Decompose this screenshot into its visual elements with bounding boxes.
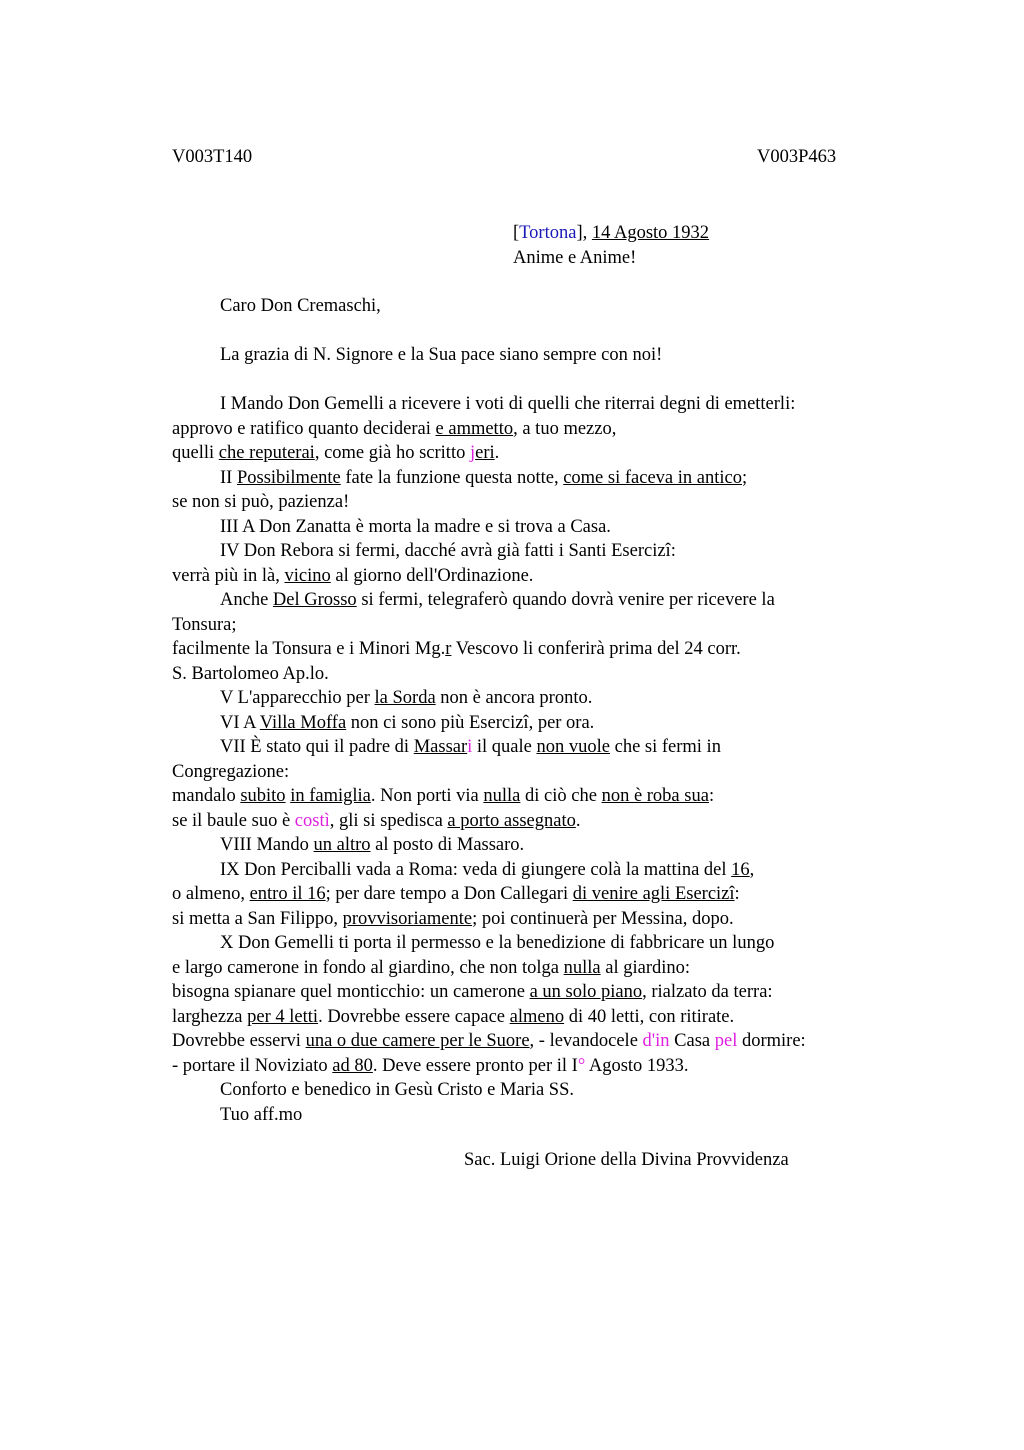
body-line: verrà più in là, vicino al giorno dell'Ordinazione.	[172, 565, 534, 586]
body-line: - portare il Noviziato ad 80. Deve essere pronto per il I° Agosto 1933.	[172, 1055, 689, 1076]
body-line: I Mando Don Gemelli a ricevere i voti di quelli che riterrai degni di emetterli:	[220, 394, 796, 414]
date-text: 14 Agosto 1932	[591, 223, 710, 243]
body-line: si metta a San Filippo, provvisoriamente; poi continuerà per Messina, dopo.	[172, 908, 734, 929]
body-line: Congregazione:	[172, 761, 290, 782]
document-code-left: V003T140	[172, 147, 253, 167]
body-line: e largo camerone in fondo al giardino, che non tolga nulla al giardino:	[172, 957, 691, 978]
date-line: [Tortona], 14 Agosto 1932	[513, 223, 710, 243]
body-line: II Possibilmente fate la funzione questa notte, come si faceva in antico;	[220, 467, 748, 488]
body-line: S. Bartolomeo Ap.lo.	[172, 663, 329, 684]
signature: Sac. Luigi Orione della Divina Provvidenza	[464, 1150, 789, 1170]
body-line: facilmente la Tonsura e i Minori Mg.r Vescovo li conferirà prima del 24 corr.	[172, 639, 741, 659]
body-line: o almeno, entro il 16; per dare tempo a Don Callegari di venire agli Esercizi:	[172, 884, 740, 904]
closing-valediction: Tuo aff.mo	[220, 1104, 303, 1125]
date-block	[513, 221, 709, 270]
body-line: mandalo subito in famiglia. Non porti via nulla di ciò che non è roba sua:	[172, 786, 715, 806]
body-line: X Don Gemelli ti porta il permesso e la benedizione di fabbricare un lungo	[220, 933, 775, 953]
body-line: se non si può, pazienza!	[172, 492, 350, 512]
body-line: VIII Mando un altro al posto di Massaro.	[220, 835, 525, 855]
body-line: VI A Villa Moffa non ci sono più Esercizi, per ora.	[220, 712, 595, 733]
salutation: Caro Don Cremaschi,	[220, 296, 381, 316]
body-line: approvo e ratifico quanto deciderai e ammetto, a tuo mezzo,	[172, 418, 617, 439]
body-line: III A Don Zanatta è morta la madre e si trova a Casa.	[220, 516, 611, 537]
document-code-right: V003P463	[757, 147, 837, 167]
body-line: Tonsura;	[172, 614, 237, 635]
body-line: bisogna spianare quel monticchio: un camerone a un solo piano, rialzato da terra:	[172, 982, 773, 1002]
body-line: IX Don Perciballi vada a Roma: veda di giungere colà la mattina del 16,	[220, 859, 755, 880]
body-line: Anche Del Grosso si fermi, telegraferò quando dovrà venire per ricevere la	[220, 590, 775, 610]
place-name: Tortona	[519, 223, 577, 243]
closing-line: Conforto e benedico in Gesù Cristo e Maria SS.	[220, 1080, 575, 1100]
letter-body	[172, 294, 892, 1127]
body-line: Dovrebbe esservi una o due camere per le Suore, - levandocele d'in Casa pel dormire:	[172, 1031, 806, 1051]
body-line: se il baule suo è costì, gli si spedisca a porto assegnato.	[172, 810, 581, 831]
body-line: V L'apparecchio per la Sorda non è ancora pronto.	[220, 688, 593, 708]
body-line: quelli che reputerai, come già ho scritto jeri.	[172, 443, 500, 463]
body-line: VII È stato qui il padre di Massari il quale non vuole che si fermi in	[220, 737, 721, 757]
body-line: IV Don Rebora si fermi, dacché avrà già fatti i Santi Esercizi:	[220, 541, 676, 561]
body-line: larghezza per 4 letti. Dovrebbe essere capace almeno di 40 letti, con ritirate.	[172, 1006, 735, 1027]
greeting: La grazia di N. Signore e la Sua pace siano sempre con noi!	[220, 345, 663, 365]
motto: Anime e Anime!	[513, 247, 637, 268]
